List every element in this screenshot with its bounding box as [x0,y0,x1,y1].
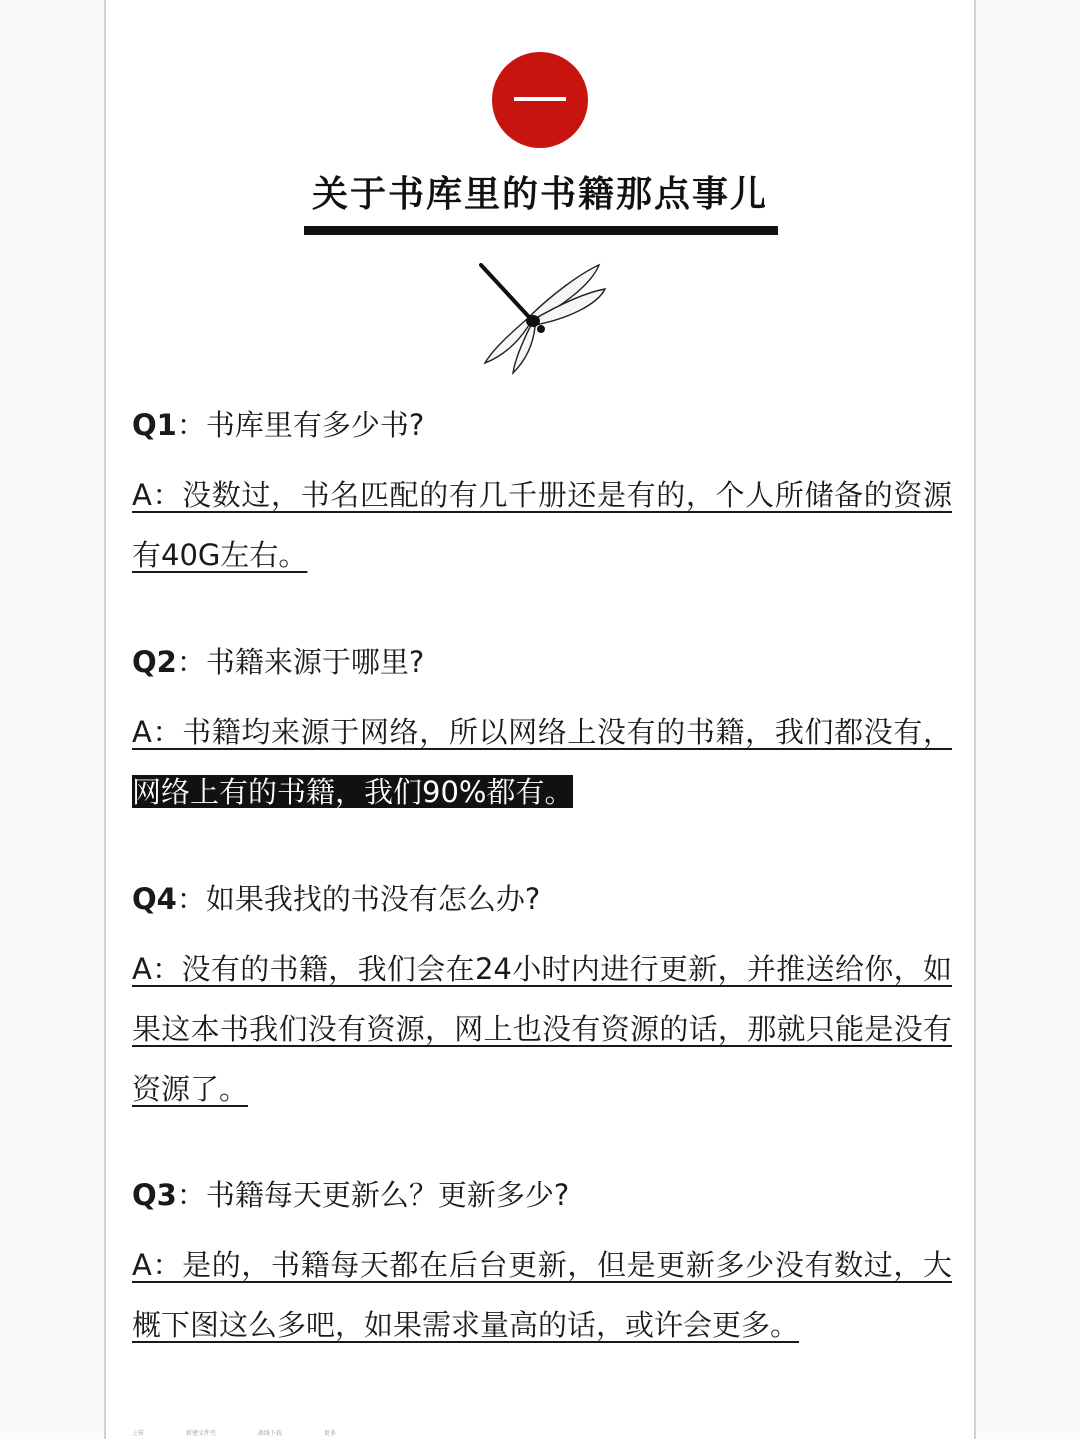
section-title: 关于书库里的书籍那点事儿 [311,174,768,215]
question: Q4：如果我找的书没有怎么办? [132,882,541,916]
qa-item-3 [132,879,952,1119]
question: Q1：书库里有多少书? [132,408,425,442]
section-number-badge [492,52,588,148]
toolbar-item: 离线下载 [257,1430,282,1437]
toolbar-item: 更多 [323,1430,336,1437]
toolbar-item: 上传 [132,1430,145,1437]
answer: A：没有的书籍，我们会在24小时内进行更新，并推送给你，如果这本书我们没有资源，网上也没有资源的话，那就只能是没有资源了。 [132,952,952,1106]
answer: A：没数过，书名匹配的有几千册还是有的，个人所储备的资源有40G左右。 [132,478,952,572]
number-one-glyph [514,97,566,101]
title-underline-bar [304,226,778,235]
qa-item-1 [132,405,952,585]
answer: A：书籍均来源于网络，所以网络上没有的书籍，我们都没有，网络上有的书籍，我们90%都有。 [132,715,952,809]
dragonfly-icon [471,255,611,375]
qa-item-4 [132,1175,952,1355]
question: Q2：书籍来源于哪里? [132,645,425,679]
document-page [104,0,976,1439]
answer: A：是的，书籍每天都在后台更新，但是更新多少没有数过，大概下图这么多吧，如果需求量高的话，或许会更多。 [132,1248,952,1342]
highlighted-answer: 网络上有的书籍，我们90%都有。 [132,775,574,809]
question: Q3：书籍每天更新么？更新多少? [132,1178,570,1212]
toolbar-item: 新建文件夹 [185,1430,216,1437]
qa-item-2 [132,642,952,822]
cropped-screenshot-toolbar [132,1428,952,1436]
